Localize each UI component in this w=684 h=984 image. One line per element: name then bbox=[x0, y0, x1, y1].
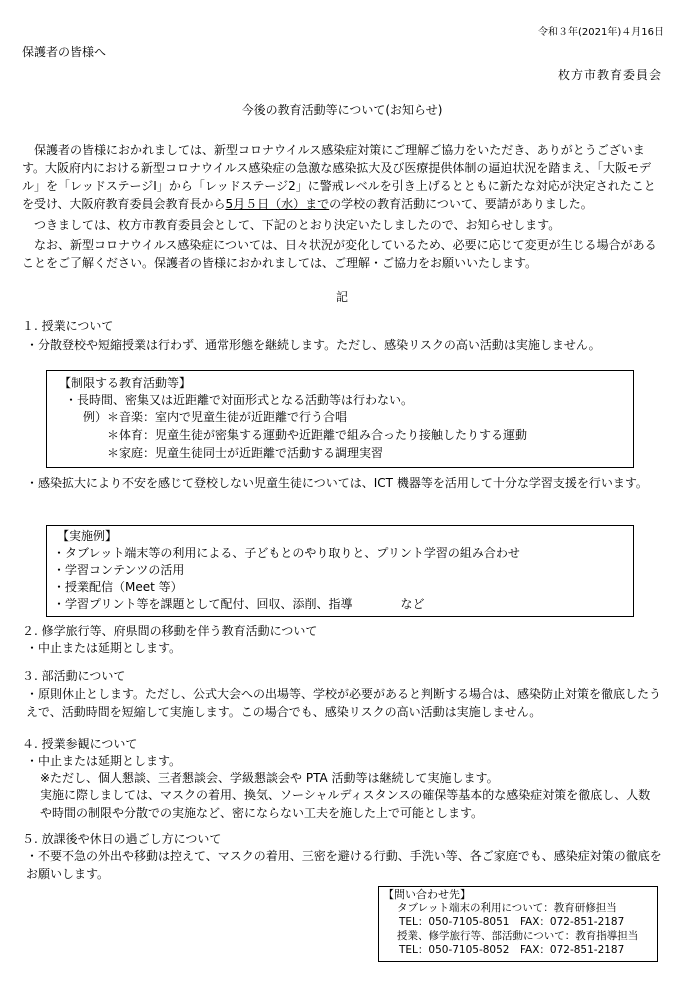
section-5-heading: ５. 放課後や休日の過ごし方について bbox=[22, 832, 222, 846]
contact-phone-2: TEL：050-7105-8052 FAX：072-851-2187 bbox=[399, 944, 625, 956]
section-2-heading: ２. 修学旅行等、府県間の移動を伴う教育活動について bbox=[22, 624, 318, 638]
intro-paragraph-1 bbox=[22, 141, 662, 213]
restricted-activities-box bbox=[46, 370, 634, 468]
restricted-box-title: 【制限する教育活動等】 bbox=[59, 376, 192, 390]
contact-box bbox=[378, 886, 658, 962]
examples-box-line-1: ・タブレット端末等の利用による、子どもとのやり取りと、プリント学習の組み合わせ bbox=[53, 546, 520, 560]
issue-date: 令和３年(2021年)４月16日 bbox=[538, 27, 664, 38]
section-3-item-1: ・原則休止とします。ただし、公式大会への出場等、学校が必要があると判断する場合は、感染防止対策を徹底したうえで、活動時間を短縮して実施します。この場合でも、感染リスクの高い活動は実施しません。 bbox=[26, 687, 662, 719]
contact-box-title: 【問い合わせ先】 bbox=[383, 888, 471, 901]
restricted-box-line-1: ・長時間、密集又は近距離で対面形式となる活動等は行わない。 bbox=[65, 393, 414, 407]
implementation-examples-box bbox=[46, 525, 634, 617]
contact-phone-1: TEL：050-7105-8051 FAX：072-851-2187 bbox=[399, 916, 625, 928]
section-4-heading: ４. 授業参観について bbox=[22, 737, 138, 751]
restricted-box-line-4: ＊家庭：児童生徒同士が近距離で活動する調理実習 bbox=[107, 446, 384, 460]
section-1-item-1: ・分散登校や短縮授業は行わず、通常形態を継続します。ただし、感染リスクの高い活動は実施しません。 bbox=[26, 338, 601, 352]
restricted-box-line-2: 例）＊音楽：室内で児童生徒が近距離で行う合唱 bbox=[83, 410, 348, 424]
intro-date-highlight: 5月５日（水）まで bbox=[225, 197, 330, 211]
contact-line-1: タブレット端末の利用について：教育研修担当 bbox=[397, 902, 617, 914]
intro-paragraph-2: つきましては、枚方市教育委員会として、下記のとおり決定いたしましたので、お知らせします。 bbox=[34, 218, 561, 232]
examples-box-title: 【実施例】 bbox=[57, 529, 118, 543]
sender-line: 枚方市教育委員会 bbox=[557, 68, 662, 82]
examples-box-line-2: ・学習コンテンツの活用 bbox=[53, 563, 185, 577]
section-1-item-2: ・感染拡大により不安を感じて登校しない児童生徒については、ICT 機器等を活用して十分な学習支援を行います。 bbox=[26, 476, 648, 490]
section-4-item-1: ・中止または延期とします。 bbox=[26, 754, 182, 768]
intro-text-b: の学校の教育活動について、要請がありました。 bbox=[329, 197, 593, 211]
recipient-line: 保護者の皆様へ bbox=[22, 45, 107, 59]
section-4-note-1: ※ただし、個人懇談、三者懇談会、学級懇談会や PTA 活動等は継続して実施します。 bbox=[40, 771, 499, 785]
examples-box-line-4: ・学習プリント等を課題として配付、回収、添削、指導 など bbox=[53, 597, 425, 611]
section-1-heading: １. 授業について bbox=[22, 319, 114, 333]
section-2-item-1: ・中止または延期とします。 bbox=[26, 641, 182, 655]
intro-paragraph-3: なお、新型コロナウイルス感染症については、日々状況が変化しているため、必要に応じて変更が生じる場合があることをご了解ください。保護者の皆様におかれましては、ご理解・ご協力をお願いいたします。 bbox=[22, 238, 657, 270]
ki-mark: 記 bbox=[335, 290, 348, 304]
notice-title: 今後の教育活動等について(お知らせ) bbox=[241, 103, 443, 117]
section-3-heading: ３. 部活動について bbox=[22, 669, 126, 683]
section-5-item-1: ・不要不急の外出や移動は控えて、マスクの着用、三密を避ける行動、手洗い等、各ご家庭でも、感染症対策の徹底をお願いします。 bbox=[26, 849, 662, 881]
intro-text-a: 保護者の皆様におかれましては、新型コロナウイルス感染症対策にご理解ご協力をいただき、ありがとうございます。大阪府内における新型コロナウイルス感染症の急激な感染拡大及び医療提供体制の逼迫状況を踏まえ、「大阪モデル」を「レッドステージⅠ」から「レッドステージ2」に警戒レベルを引き上げるとともに新たな対応が決定されたことを受け、大阪府教育委員会教育長から bbox=[22, 143, 656, 211]
examples-box-line-3: ・授業配信（Meet 等） bbox=[53, 580, 183, 594]
contact-line-2: 授業、修学旅行等、部活動について：教育指導担当 bbox=[397, 930, 639, 942]
restricted-box-line-3: ＊体育：児童生徒が密集する運動や近距離で組み合ったり接触したりする運動 bbox=[107, 428, 528, 442]
section-4-note-2: 実施に際しましては、マスクの着用、換気、ソーシャルディスタンスの確保等基本的な感染症対策を徹底し、人数や時間の制限や分散での実施など、密にならない工夫を施した上で可能とします。 bbox=[40, 788, 651, 820]
